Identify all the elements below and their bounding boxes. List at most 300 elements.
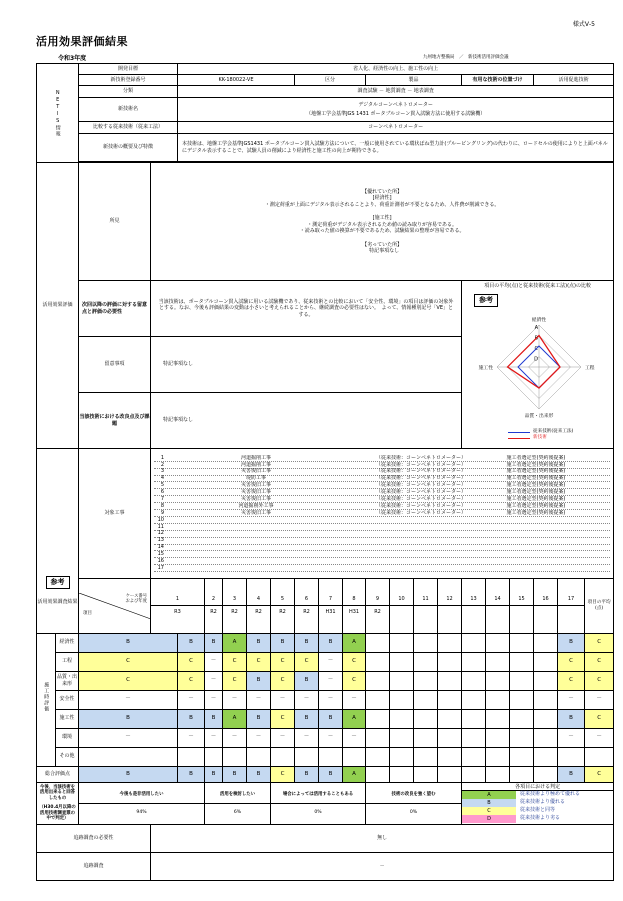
eval-cell (510, 633, 534, 652)
eval-label: 安全性 (55, 691, 78, 709)
avg-header: 項目の平均(点) (585, 579, 614, 634)
future-col-value: 6% (233, 809, 242, 815)
future-col (271, 782, 366, 824)
eval-cell (390, 690, 414, 709)
ryuui-value: 特記事項なし (151, 337, 462, 393)
eval-row (37, 633, 614, 652)
future-col-value: 0% (409, 809, 418, 815)
eval-avg: B (558, 709, 585, 728)
radar-chart (464, 307, 614, 425)
work-name: 堤防工事 (245, 475, 266, 482)
eval-cell: B (178, 709, 205, 728)
eval-cell (534, 690, 558, 709)
eval-cell (366, 671, 390, 690)
work-conv: （従来技術：コーンペネトロメーター） (376, 509, 466, 516)
eval-cell: C (271, 709, 295, 728)
form-number: 様式Ⅴ-5 (572, 21, 595, 28)
shoken-l3: ・測定荷重が上面にデジタル表示されることより、荷重計測者が不要となるため、人件費が削減できる。 (264, 201, 500, 208)
shoken-l5: ・測定荷重がデジタル表示されるため値の読み取りが容易である。 (307, 221, 457, 228)
hantei-code: B (462, 799, 516, 807)
eval-conv: C (585, 633, 614, 652)
eval-cell: － (343, 728, 366, 747)
case-year (438, 606, 461, 618)
radar-title: 項目の平均(点)と従来技術(従来工法)(点)の比較 (484, 283, 591, 289)
work-no: 11 (157, 523, 164, 530)
case-year: R2 (374, 609, 381, 616)
eval-cell (486, 709, 510, 728)
radar-axis-label: 品質・出来形 (524, 413, 554, 419)
shoken-l6: ・読み取った値の換算が不要であるため、試験結果の整理が容易である。 (299, 228, 465, 234)
eval-cell: － (295, 690, 319, 709)
radar-ring-label: B (534, 335, 539, 342)
eval-cell: B (205, 633, 223, 652)
work-no: 1 (160, 454, 164, 461)
legend-new: 新技術 (533, 435, 547, 441)
work-type: 施工者選定型(契約後提案) (506, 495, 566, 502)
eval-cell (438, 747, 462, 766)
future-col (79, 782, 205, 824)
eval-cell (462, 709, 486, 728)
work-name: 河道掘削工事 (240, 461, 271, 468)
work-name: 河道掘削工事 (240, 454, 271, 461)
shoken-l4: [施工性] (372, 215, 392, 221)
eval-cell: A (223, 709, 247, 728)
eval-cell (319, 747, 343, 766)
tsuiseki-label: 追跡調査 (37, 853, 151, 881)
eval-cell (366, 728, 390, 747)
eval-cell (414, 690, 438, 709)
case-year (390, 606, 413, 618)
case-number: 4 (247, 593, 270, 606)
radar-ring-label: D (534, 356, 539, 363)
eval-row (37, 690, 614, 709)
work-row (154, 538, 610, 545)
work-conv: （従来技術：コーンペネトロメーター） (376, 461, 466, 468)
case-number: 2 (205, 593, 222, 606)
work-no: 15 (157, 551, 164, 558)
eval-cell (414, 747, 438, 766)
case-header (438, 579, 462, 634)
case-number: 14 (486, 593, 509, 606)
eval-cell: C (223, 671, 247, 690)
case-header (558, 579, 585, 634)
case-year: R2 (255, 609, 262, 616)
eval-cell (510, 652, 534, 671)
hantei-code: C (462, 807, 516, 815)
eval-cell (390, 633, 414, 652)
radar-panel (462, 281, 614, 449)
future-note: （H30.4月以降の活用技術調査票の中で判定） (39, 804, 76, 822)
radar-axis-label: 経済性 (531, 317, 547, 323)
work-type: 施工者選定型(契約後提案) (506, 454, 566, 461)
work-conv: （従来技術：コーンペネトロメーター） (376, 475, 466, 482)
case-year: R2 (279, 609, 286, 616)
eval-cell: － (178, 728, 205, 747)
eval-conv: － (585, 728, 614, 747)
hikaku-label: 比較する従来技術（従来工法） (79, 122, 178, 134)
eval-cell: － (79, 690, 178, 709)
case-year (558, 606, 584, 618)
eval-cell: B (319, 709, 343, 728)
work-conv: （従来技術：コーンペネトロメーター） (376, 502, 466, 509)
case-year: R2 (231, 609, 238, 616)
case-number: 13 (462, 593, 485, 606)
netis-side-label: NETIS情報 (37, 64, 79, 163)
mei-value (178, 98, 614, 122)
eval-cell (438, 709, 462, 728)
eval-cell: C (79, 652, 178, 671)
eval-cell: B (79, 709, 178, 728)
eval-cell (390, 747, 414, 766)
legend-new-line (508, 438, 530, 439)
eval-cell: － (247, 728, 271, 747)
total-cell: B (178, 766, 205, 782)
work-name: 災害復旧工事 (240, 509, 271, 516)
total-cell: C (271, 766, 295, 782)
eval-cell (414, 671, 438, 690)
eval-cell (462, 652, 486, 671)
radar-sankou-badge: 参考 (474, 294, 498, 307)
case-header (205, 579, 223, 634)
eval-cell: － (205, 728, 223, 747)
radar-ring-label: A (534, 324, 539, 331)
total-cell: B (319, 766, 343, 782)
case-number: 16 (534, 593, 557, 606)
works-label: 対象工事 (79, 449, 151, 579)
case-number: 8 (343, 593, 365, 606)
eval-cell (205, 747, 223, 766)
eval-cell (438, 671, 462, 690)
eval-cell (366, 709, 390, 728)
total-cell: B (295, 766, 319, 782)
shoken-l2: [経済性] (372, 195, 392, 201)
total-cell: B (223, 766, 247, 782)
kaizen-label: 当該技術における改良点及び課題 (79, 393, 151, 449)
work-type: 施工者選定型(契約後提案) (506, 489, 566, 496)
gaiyou-label: 新技術の概要及び特徴 (79, 134, 178, 162)
hantei-row (462, 815, 613, 823)
future-col (205, 782, 271, 824)
eval-avg (558, 747, 585, 766)
eval-cell (366, 633, 390, 652)
eval-cell (366, 747, 390, 766)
eval-cell (414, 728, 438, 747)
tsuiseki-need-value: 無し (151, 825, 614, 853)
group-label: 施工時評価 (37, 634, 55, 760)
eval-cell (486, 728, 510, 747)
eval-cell: － (319, 671, 343, 690)
future-col-label: 場合によっては活用することもある (271, 786, 365, 804)
eval-label: その他 (55, 748, 78, 766)
case-header (414, 579, 438, 634)
eval-cell (178, 747, 205, 766)
work-no: 4 (160, 475, 164, 482)
work-row (154, 517, 610, 524)
eval-cell (438, 690, 462, 709)
work-row (154, 531, 610, 538)
hantei-code: D (462, 815, 516, 823)
case-header (151, 579, 205, 634)
eval-cell: C (178, 671, 205, 690)
kaizen-value: 特記事項なし (151, 393, 462, 449)
bunrui-label: 分類 (79, 86, 178, 98)
jikai-label: 次回以降の評価に対する留意点と評価の必要性 (79, 281, 151, 337)
total-label: 総合評価点 (37, 766, 79, 782)
organization: 九州地方整備局 ／ 新技術活用評価会議 (423, 55, 509, 60)
sankou-badge: 参考 (46, 576, 70, 589)
total-cell (486, 766, 510, 782)
case-header (295, 579, 319, 634)
shoken-l8: 特記事項なし (369, 248, 400, 254)
eval-cell (486, 671, 510, 690)
hantei-row (462, 807, 613, 815)
eval-cell (414, 709, 438, 728)
work-no: 5 (160, 482, 164, 489)
eval-cell (510, 671, 534, 690)
touroku-label: 新技術登録番号 (79, 75, 178, 86)
eval-cell (486, 652, 510, 671)
eval-row (37, 671, 614, 690)
works-list (151, 449, 614, 579)
mei-value-sub: （地盤工学会基準JGS 1431 ポータブルコーン貫入試験方法に使用する試験機） (306, 111, 486, 117)
case-year (510, 606, 533, 618)
case-number: 10 (390, 593, 413, 606)
eval-cell: B (271, 633, 295, 652)
eval-cell (438, 728, 462, 747)
chousa-side-label: 活用効果調査結果 (37, 599, 78, 606)
eval-cell (414, 652, 438, 671)
shoken-l1: 【優れていた所】 (362, 188, 403, 195)
hantei-text: 従来技術より極めて優れる (520, 791, 581, 798)
future-col-label: 技術の改良を強く望む (366, 786, 461, 804)
eval-cell: B (178, 633, 205, 652)
work-name: 災害復旧工事 (240, 468, 271, 475)
eval-avg: C (558, 652, 585, 671)
case-header (343, 579, 366, 634)
work-row (154, 510, 610, 517)
work-no: 6 (160, 489, 164, 496)
case-year (462, 606, 485, 618)
eval-row (37, 709, 614, 728)
eval-cell: B (295, 709, 319, 728)
eval-cell: B (247, 709, 271, 728)
eval-cell: － (271, 690, 295, 709)
case-header (390, 579, 414, 634)
eval-avg: C (558, 671, 585, 690)
work-type: 施工者選定型(契約後提案) (506, 502, 566, 509)
eval-cell: － (271, 728, 295, 747)
radar-axis-label: 施工性 (478, 365, 494, 371)
grid-corner (79, 579, 151, 634)
future-col-label: 活用を検討したい (205, 786, 270, 804)
case-number: 5 (271, 593, 294, 606)
fiscal-year: 令和3年度 (58, 55, 87, 62)
eval-cell: C (343, 652, 366, 671)
work-no: 17 (157, 564, 164, 571)
eval-row (37, 728, 614, 747)
work-no: 14 (157, 544, 164, 551)
hantei-row (462, 791, 613, 799)
hantei-text: 従来技術と同等 (520, 807, 556, 814)
eval-row (37, 747, 614, 766)
total-cell: B (205, 766, 223, 782)
work-row (154, 551, 610, 558)
case-header (534, 579, 558, 634)
eval-cell: － (223, 690, 247, 709)
gaiyou-value: 本技術は、地盤工学会基準JGS1431 ポータブルコーン貫入試験方法について、一般に使用されている環状ばね型力計(プルービングリング)の代わりに、ロードセルの使用によりと上面パネルにデジタル表示することで、試験人員の削減により経済性と施工性の向上が期待できる。 (178, 134, 614, 162)
eval-cell: － (319, 652, 343, 671)
future-col-value: 94% (136, 809, 147, 815)
eval-cell (510, 728, 534, 747)
kaihatsu-value: 省人化、経済性の向上、施工性の向上 (178, 64, 614, 75)
case-header (462, 579, 486, 634)
ichizuke-label: 有用な技術の位置づけ (462, 75, 534, 86)
case-year (534, 606, 557, 618)
case-header (247, 579, 271, 634)
corner-top: ケース番号 および年度 (125, 593, 147, 604)
total-cell (414, 766, 438, 782)
case-year: H31 (325, 609, 336, 616)
total-cell (534, 766, 558, 782)
tsuiseki-value: － (151, 853, 614, 881)
legend-conv-line (508, 432, 530, 433)
legend-conv: 従来技術(従来工法) (533, 429, 574, 435)
shoken-label: 所見 (79, 163, 151, 281)
case-year: R2 (303, 609, 310, 616)
eval-label: 品質・出来形 (55, 672, 78, 690)
work-row (154, 558, 610, 565)
eval-cell (510, 709, 534, 728)
eval-conv: C (585, 652, 614, 671)
work-conv: （従来技術：コーンペネトロメーター） (376, 495, 466, 502)
eval-avg: B (558, 633, 585, 652)
total-conv: C (585, 766, 614, 782)
total-cell (438, 766, 462, 782)
bunrui-value: 調査試験 － 地質調査 － 地表調査 (178, 86, 614, 98)
total-cell: A (343, 766, 366, 782)
eval-cell: B (295, 671, 319, 690)
eval-cell: B (247, 671, 271, 690)
work-no: 7 (160, 495, 164, 502)
eval-cell (510, 690, 534, 709)
eval-cell: － (205, 671, 223, 690)
case-number: 3 (223, 593, 246, 606)
eval-cell (390, 709, 414, 728)
case-header (486, 579, 510, 634)
eval-cell: C (271, 671, 295, 690)
eval-cell: C (295, 652, 319, 671)
future-label-cell (37, 782, 79, 824)
case-header (271, 579, 295, 634)
eval-cell: A (343, 633, 366, 652)
eval-cell (462, 747, 486, 766)
mei-value-main: デジタルコーンペネトロメーター (358, 101, 433, 108)
work-no: 9 (160, 509, 164, 516)
future-col (366, 782, 462, 824)
kaihatsu-label: 開発目標 (79, 64, 178, 75)
case-header (223, 579, 247, 634)
eval-cell: C (343, 671, 366, 690)
hantei-row (462, 799, 613, 807)
work-name: 災害復旧工事 (240, 482, 271, 489)
case-year: R2 (210, 609, 217, 616)
total-cell (390, 766, 414, 782)
eval-cell: C (178, 652, 205, 671)
eval-cell: － (247, 690, 271, 709)
eval-cell (390, 652, 414, 671)
eval-conv (585, 747, 614, 766)
hantei-text: 従来技術より優れる (520, 799, 566, 806)
case-number: 11 (414, 593, 437, 606)
eval-cell (295, 747, 319, 766)
case-header (319, 579, 343, 634)
work-no: 12 (157, 530, 164, 537)
hantei-panel (462, 782, 614, 824)
eval-row (37, 652, 614, 671)
eval-cell: B (295, 633, 319, 652)
eval-cell (343, 747, 366, 766)
eval-cell: B (205, 709, 223, 728)
eval-label: 工程 (55, 653, 78, 671)
eval-cell (462, 633, 486, 652)
eval-cell: C (79, 671, 178, 690)
katsuyou-side-label: 活用効果評価 (37, 163, 79, 449)
eval-cell: A (343, 709, 366, 728)
eval-cell (247, 747, 271, 766)
radar-axis-label: 工程 (585, 365, 595, 371)
eval-cell (534, 633, 558, 652)
total-cell (462, 766, 486, 782)
future-col-value: 0% (314, 809, 322, 815)
eval-label: 施工性 (55, 710, 78, 728)
case-number: 15 (510, 593, 533, 606)
eval-cell: B (247, 633, 271, 652)
eval-cell: － (319, 690, 343, 709)
shoken-body (151, 163, 614, 281)
eval-cell (534, 652, 558, 671)
work-no: 2 (160, 461, 164, 468)
eval-cell: － (79, 728, 178, 747)
eval-cell (462, 728, 486, 747)
work-type: 施工者選定型(契約後提案) (506, 475, 566, 482)
case-number: 9 (366, 593, 389, 606)
case-number: 17 (558, 593, 584, 606)
work-no: 3 (160, 468, 164, 475)
eval-cell (486, 747, 510, 766)
eval-cell: － (295, 728, 319, 747)
chousa-side (37, 449, 79, 634)
eval-cell: － (205, 652, 223, 671)
work-conv: （従来技術：コーンペネトロメーター） (376, 482, 466, 489)
case-header (366, 579, 390, 634)
total-avg: B (558, 766, 585, 782)
eval-cell (79, 747, 178, 766)
total-cell (366, 766, 390, 782)
work-name: 河道掘削外工事 (238, 502, 274, 509)
work-type: 施工者選定型(契約後提案) (506, 461, 566, 468)
case-number: 1 (151, 593, 204, 606)
work-name: 災害復旧工事 (240, 495, 271, 502)
work-no: 8 (160, 502, 164, 509)
eval-cell: B (319, 633, 343, 652)
touroku-value: KK-180022-VE (178, 75, 295, 86)
ichizuke-value: 活用促進技術 (534, 75, 614, 86)
eval-cell (271, 747, 295, 766)
future-label: 今後、当該技術を活用出来ると回答したもの (39, 784, 76, 802)
work-row (154, 545, 610, 552)
eval-label: 経済性 (55, 634, 78, 652)
work-conv: （従来技術：コーンペネトロメーター） (376, 468, 466, 475)
